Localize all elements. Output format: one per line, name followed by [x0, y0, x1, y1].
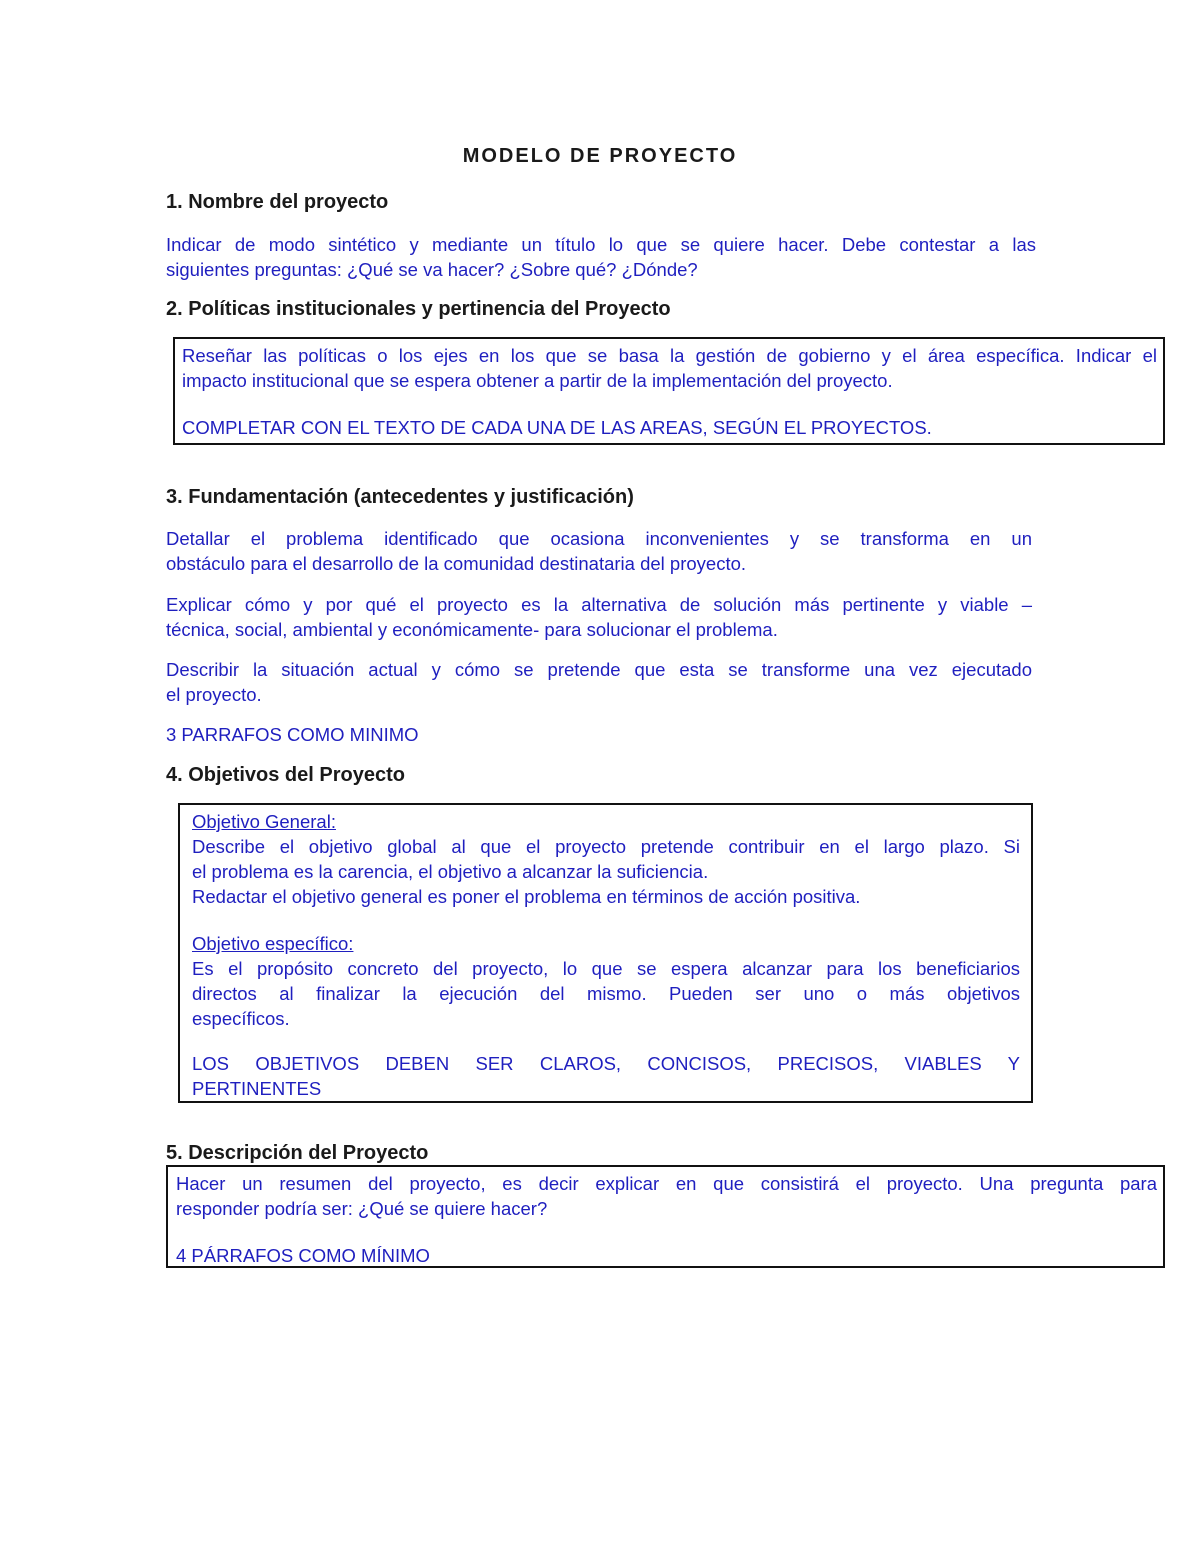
objective-general-line: el problema es la carencia, el objetivo a alcanzar la suficiencia. [192, 861, 709, 882]
objective-general-line: Redactar el objetivo general es poner el problema en términos de acción positiva. [192, 886, 861, 907]
section-3-paragraph-3 [166, 657, 1032, 707]
objective-specific [192, 931, 1020, 1031]
objective-specific-line: directos al finalizar la ejecución del mismo. Pueden ser uno o más objetivos [192, 983, 1020, 1004]
section-5-line: Hacer un resumen del proyecto, es decir explicar en que consistirá el proyecto. Una pregunta para [176, 1173, 1157, 1194]
section-3-line: obstáculo para el desarrollo de la comunidad destinataria del proyecto. [166, 553, 747, 574]
section-2-line: impacto institucional que se espera obtener a partir de la implementación del proyecto. [182, 370, 893, 391]
objective-specific-line: específicos. [192, 1008, 290, 1029]
section-1-line: Indicar de modo sintético y mediante un título lo que se quiere hacer. Debe contestar a las [166, 234, 1036, 255]
objective-general-label: Objetivo General: [192, 811, 336, 832]
section-2-box [173, 337, 1165, 445]
section-3-line: técnica, social, ambiental y económicamente- para solucionar el problema. [166, 619, 778, 640]
objective-general [192, 809, 1020, 909]
section-2-line: Reseñar las políticas o los ejes en los que se basa la gestión de gobierno y el área específica. Indicar el [182, 345, 1157, 366]
section-5-text [176, 1171, 1157, 1221]
section-3-paragraph-1 [166, 526, 1032, 576]
objectives-note-line: LOS OBJETIVOS DEBEN SER CLAROS, CONCISOS, PRECISOS, VIABLES Y [192, 1053, 1020, 1074]
section-1-text [166, 232, 1036, 282]
section-4-box [178, 803, 1033, 1103]
objectives-note-line: PERTINENTES [192, 1078, 322, 1099]
section-5-line: responder podría ser: ¿Qué se quiere hacer? [176, 1198, 548, 1219]
section-4-heading: 4. Objetivos del Proyecto [166, 764, 405, 786]
section-3-line: Describir la situación actual y cómo se pretende que esta se transforme una vez ejecutado [166, 659, 1032, 680]
section-3-line: Detallar el problema identificado que ocasiona inconvenientes y se transforma en un [166, 528, 1032, 549]
section-5-box [166, 1165, 1165, 1268]
section-3-heading: 3. Fundamentación (antecedentes y justificación) [166, 486, 634, 508]
section-3-note: 3 PARRAFOS COMO MINIMO [166, 724, 419, 745]
section-3-line: Explicar cómo y por qué el proyecto es la alternativa de solución más pertinente y viable – [166, 594, 1032, 615]
section-3-line: el proyecto. [166, 684, 262, 705]
section-5-heading: 5. Descripción del Proyecto [166, 1142, 429, 1164]
section-1-line: siguientes preguntas: ¿Qué se va hacer? ¿Sobre qué? ¿Dónde? [166, 259, 698, 280]
objective-specific-label: Objetivo específico: [192, 933, 354, 954]
objective-general-line: Describe el objetivo global al que el proyecto pretende contribuir en el largo plazo. Si [192, 836, 1020, 857]
section-1-heading: 1. Nombre del proyecto [166, 191, 389, 213]
section-5-note: 4 PÁRRAFOS COMO MÍNIMO [176, 1245, 430, 1266]
document-title: MODELO DE PROYECTO [462, 145, 738, 167]
section-2-text [182, 343, 1157, 393]
section-3-paragraph-2 [166, 592, 1032, 642]
section-2-heading: 2. Políticas institucionales y pertinencia del Proyecto [166, 298, 671, 320]
section-2-note: COMPLETAR CON EL TEXTO DE CADA UNA DE LAS AREAS, SEGÚN EL PROYECTOS. [182, 417, 932, 438]
objectives-note [192, 1051, 1020, 1101]
objective-specific-line: Es el propósito concreto del proyecto, lo que se espera alcanzar para los beneficiarios [192, 958, 1020, 979]
